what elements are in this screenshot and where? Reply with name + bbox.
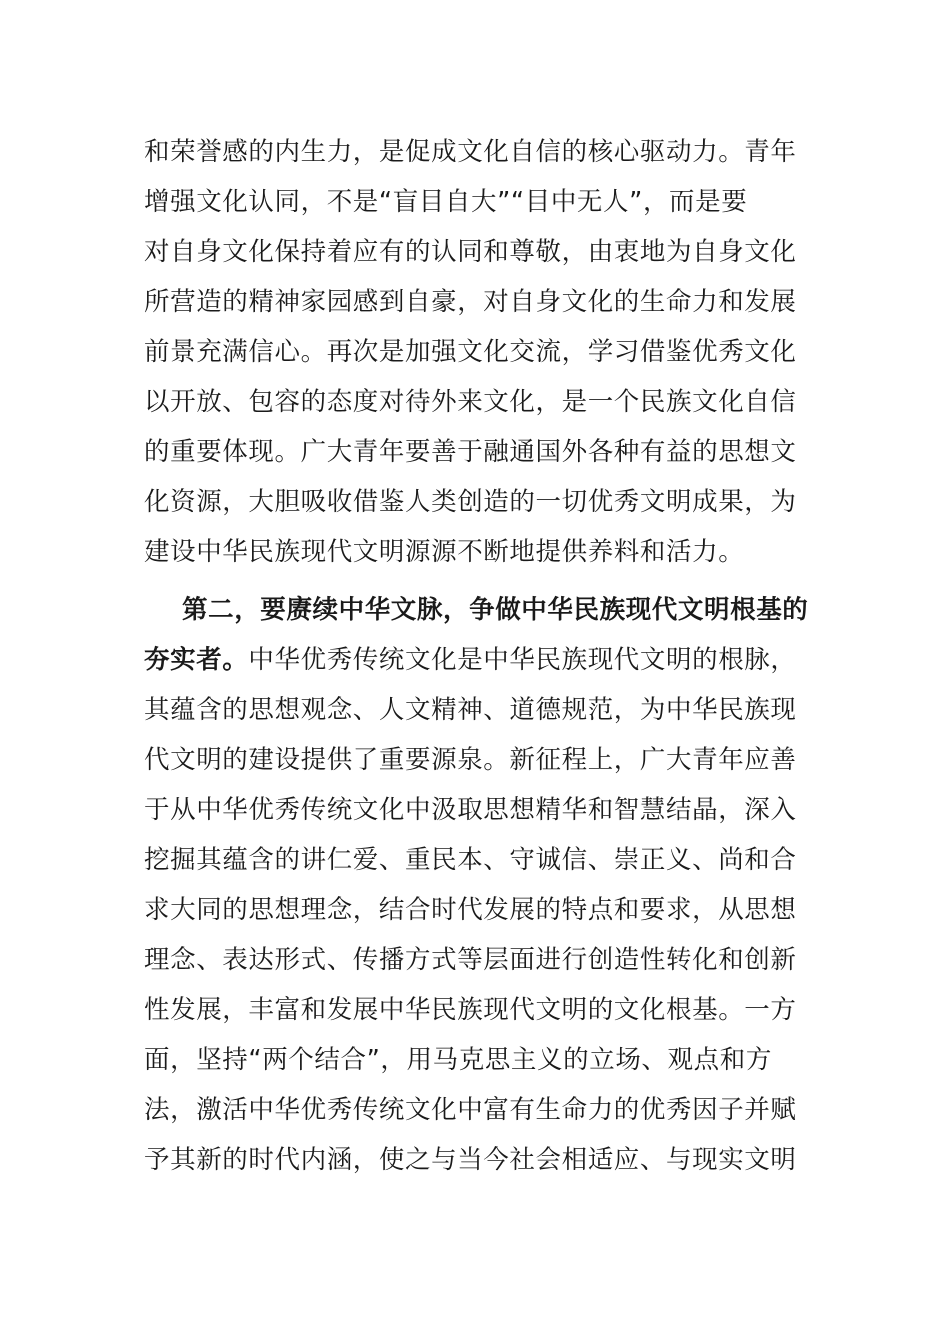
text-line: 法，激活中华优秀传统文化中富有生命力的优秀因子并赋 — [144, 1095, 797, 1125]
text-line: 前景充满信心。再次是加强文化交流，学习借鉴优秀文化 — [144, 337, 797, 367]
text-line: 和荣誉感的内生力，是促成文化自信的核心驱动力。青年 — [144, 137, 797, 167]
paragraph-1 — [144, 127, 806, 577]
section-heading: 第二，要赓续中华文脉，争做中华民族现代文明根基的 — [182, 595, 809, 625]
text-line: 建设中华民族现代文明源源不断地提供养料和活力。 — [144, 537, 745, 567]
section-heading-end: 夯实者。 — [144, 645, 249, 675]
text-line — [144, 635, 806, 685]
text-line: 挖掘其蕴含的讲仁爱、重民本、守诚信、崇正义、尚和合 — [144, 845, 797, 875]
text-line: 性发展，丰富和发展中华民族现代文明的文化根基。一方 — [144, 995, 797, 1025]
text-line: 其蕴含的思想观念、人文精神、道德规范，为中华民族现 — [144, 695, 797, 725]
text-line-rest: 中华优秀传统文化是中华民族现代文明的根脉， — [248, 645, 797, 675]
text-line: 增强文化认同，不是“盲目自大”“目中无人”，而是要 — [144, 187, 748, 217]
text-line: 所营造的精神家园感到自豪，对自身文化的生命力和发展 — [144, 287, 797, 317]
text-line: 求大同的思想理念，结合时代发展的特点和要求，从思想 — [144, 895, 797, 925]
text-line: 于从中华优秀传统文化中汲取思想精华和智慧结晶，深入 — [144, 795, 797, 825]
text-line: 以开放、包容的态度对待外来文化，是一个民族文化自信 — [144, 387, 797, 417]
text-line: 化资源，大胆吸收借鉴人类创造的一切优秀文明成果，为 — [144, 487, 797, 517]
text-line: 对自身文化保持着应有的认同和尊敬，由衷地为自身文化 — [144, 237, 797, 267]
text-line: 理念、表达形式、传播方式等层面进行创造性转化和创新 — [144, 945, 797, 975]
text-line: 的重要体现。广大青年要善于融通国外各种有益的思想文 — [144, 437, 797, 467]
paragraph-2 — [144, 585, 809, 1185]
text-line: 代文明的建设提供了重要源泉。新征程上，广大青年应善 — [144, 745, 797, 775]
text-line: 面，坚持“两个结合”，用马克思主义的立场、观点和方 — [144, 1045, 772, 1075]
text-line: 予其新的时代内涵，使之与当今社会相适应、与现实文明 — [144, 1145, 797, 1175]
